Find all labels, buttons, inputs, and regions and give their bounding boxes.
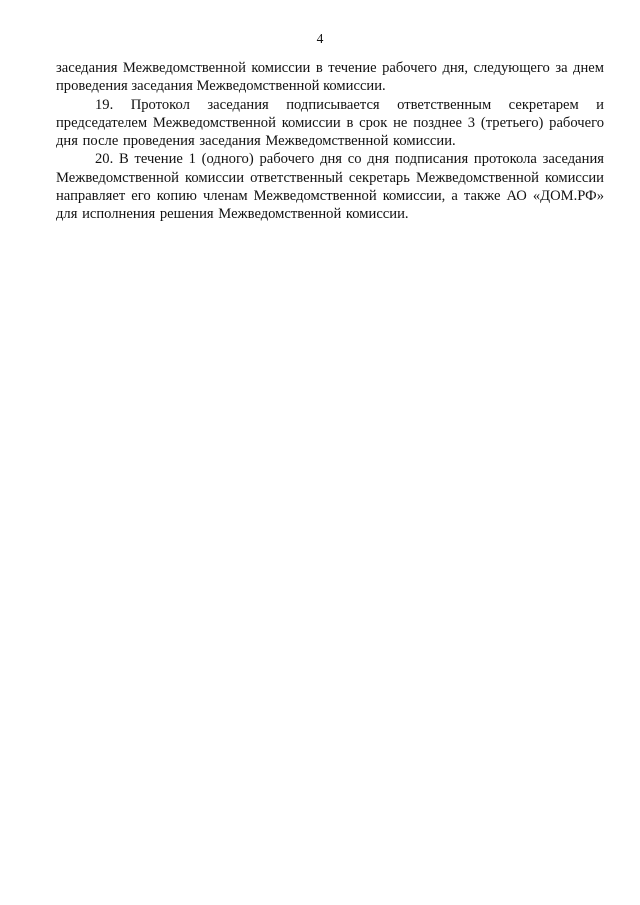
- paragraph-clause-19: 19. Протокол заседания подписывается ответственным секретарем и председателем Межведомственной комиссии в срок не позднее 3 (третьего) рабочего дня после проведения заседания Межведомственной комиссии.: [56, 96, 604, 150]
- page-number: 4: [316, 31, 324, 46]
- paragraph-continuation: заседания Межведомственной комиссии в течение рабочего дня, следующего за днем проведения заседания Межведомственной комиссии.: [56, 60, 604, 95]
- document-body: [56, 59, 604, 224]
- paragraph-clause-20: 20. В течение 1 (одного) рабочего дня со дня подписания протокола заседания Межведомственной комиссии ответственный секретарь Межведомственной комиссии направляет его копию членам Межведомственной комиссии, а также АО «ДОМ.РФ» для исполнения решения Межведомственной комиссии.: [56, 151, 604, 223]
